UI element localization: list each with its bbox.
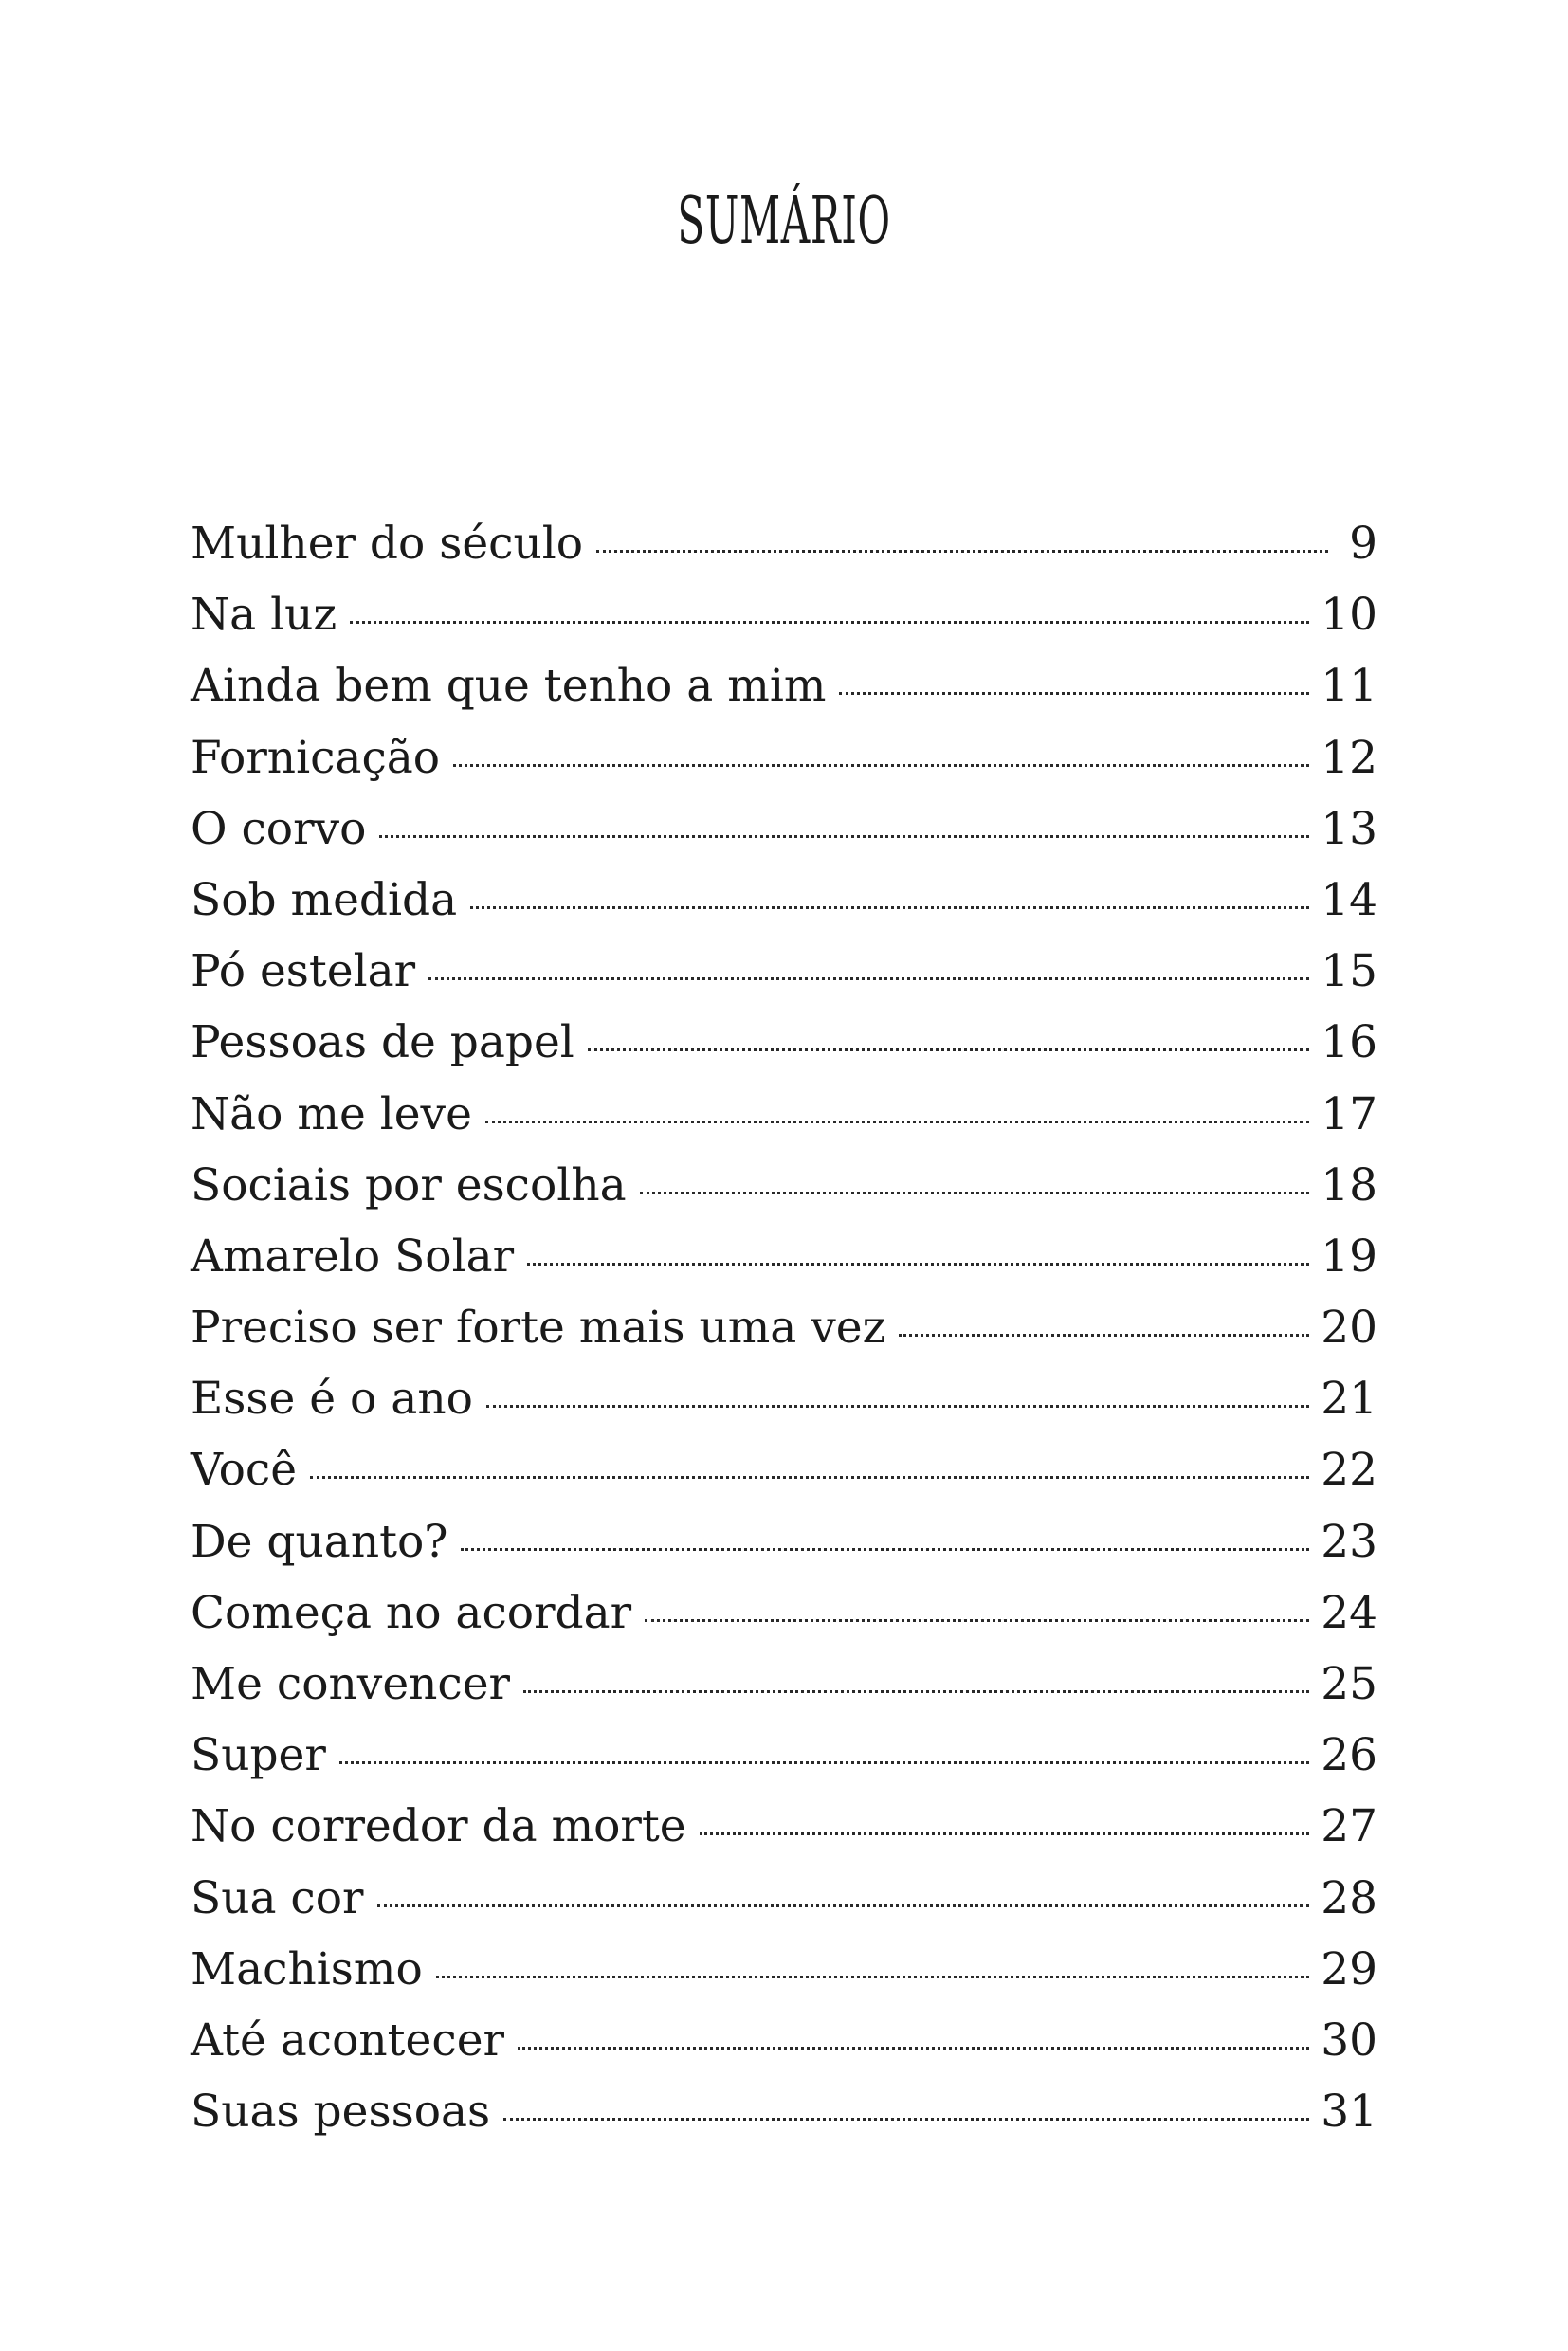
dot-leader (377, 1904, 1310, 1907)
toc-entry-title: Você (191, 1444, 298, 1497)
toc-entry-page-number: 30 (1321, 2014, 1377, 2067)
toc-entry-page-number: 25 (1321, 1658, 1377, 1710)
toc-entry-page-number: 23 (1321, 1515, 1377, 1568)
toc-entry (191, 793, 1377, 865)
dot-leader (503, 2118, 1309, 2121)
dot-leader (461, 1548, 1309, 1551)
toc-entry-page-number: 24 (1321, 1586, 1377, 1639)
toc-entry-title: No corredor da morte (191, 1800, 686, 1853)
toc-entry-page-number: 28 (1321, 1871, 1377, 1924)
toc-entry-page-number: 16 (1321, 1016, 1377, 1069)
toc-entry-page-number: 17 (1321, 1087, 1377, 1140)
toc-entry-page-number: 14 (1321, 873, 1377, 926)
toc-entry-page-number: 18 (1321, 1158, 1377, 1212)
toc-entry-title: Até acontecer (191, 2014, 504, 2067)
toc-entry (191, 1221, 1377, 1292)
toc-entry (191, 1434, 1377, 1505)
dot-leader (645, 1619, 1309, 1622)
dot-leader (486, 1405, 1309, 1408)
dot-leader (588, 1048, 1309, 1051)
page-title: SUMÁRIO (677, 184, 891, 259)
table-of-contents (191, 508, 1377, 2147)
toc-entry (191, 865, 1377, 936)
toc-entry-title: Sob medida (191, 873, 458, 926)
dot-leader (596, 550, 1328, 553)
toc-entry-title: Super (191, 1729, 326, 1782)
toc-entry-page-number: 20 (1321, 1302, 1377, 1355)
toc-entry-page-number: 27 (1321, 1800, 1377, 1853)
toc-entry (191, 1007, 1377, 1078)
toc-entry-title: Fornicação (191, 731, 441, 784)
toc-entry (191, 579, 1377, 650)
toc-entry-title: Mulher do século (191, 518, 584, 570)
toc-entry-title: O corvo (191, 802, 367, 855)
toc-entry-page-number: 12 (1321, 731, 1377, 784)
toc-entry (191, 1720, 1377, 1791)
toc-entry-page-number: 29 (1321, 1942, 1377, 1996)
toc-entry (191, 1649, 1377, 1720)
toc-entry (191, 1150, 1377, 1221)
dot-leader (379, 835, 1309, 838)
toc-entry-title: Na luz (191, 589, 337, 642)
dot-leader (428, 977, 1309, 980)
toc-entry (191, 1863, 1377, 1934)
dot-leader (839, 692, 1309, 695)
toc-entry (191, 650, 1377, 721)
toc-entry (191, 936, 1377, 1007)
toc-entry (191, 1791, 1377, 1862)
toc-entry-page-number: 31 (1321, 2086, 1377, 2139)
dot-leader (899, 1334, 1309, 1337)
toc-entry-title: Sociais por escolha (191, 1158, 627, 1212)
dot-leader (527, 1263, 1309, 1266)
toc-entry-title: Pessoas de papel (191, 1016, 574, 1069)
dot-leader (310, 1476, 1309, 1479)
toc-entry (191, 1506, 1377, 1577)
toc-entry-title: Amarelo Solar (191, 1230, 515, 1283)
toc-entry (191, 508, 1377, 579)
toc-entry-title: De quanto? (191, 1515, 448, 1568)
toc-entry-title: Sua cor (191, 1871, 364, 1924)
toc-entry (191, 1934, 1377, 2005)
toc-entry-title: Suas pessoas (191, 2086, 491, 2139)
toc-entry-page-number: 26 (1321, 1729, 1377, 1782)
toc-entry-page-number: 22 (1321, 1444, 1377, 1497)
dot-leader (339, 1761, 1309, 1764)
toc-entry-page-number: 13 (1321, 802, 1377, 855)
toc-entry-title: Pó estelar (191, 945, 416, 998)
toc-entry-title: Ainda bem que tenho a mim (191, 660, 827, 713)
toc-entry-title: Esse é o ano (191, 1373, 473, 1426)
toc-entry-title: Preciso ser forte mais uma vez (191, 1302, 886, 1355)
dot-leader (485, 1121, 1309, 1123)
toc-entry (191, 1292, 1377, 1363)
toc-entry-page-number: 10 (1321, 589, 1377, 642)
dot-leader (518, 2047, 1309, 2050)
toc-entry-page-number: 9 (1349, 518, 1377, 570)
dot-leader (436, 1976, 1309, 1978)
toc-entry-title: Machismo (191, 1942, 423, 1996)
toc-entry-page-number: 21 (1321, 1373, 1377, 1426)
toc-entry (191, 722, 1377, 793)
toc-entry (191, 1577, 1377, 1649)
toc-entry-page-number: 15 (1321, 945, 1377, 998)
toc-entry-title: Começa no acordar (191, 1586, 632, 1639)
toc-entry (191, 2076, 1377, 2147)
toc-entry (191, 2005, 1377, 2076)
toc-entry (191, 1079, 1377, 1150)
dot-leader (523, 1690, 1309, 1693)
toc-entry-title: Me convencer (191, 1658, 511, 1710)
dot-leader (470, 906, 1309, 909)
dot-leader (700, 1832, 1310, 1835)
toc-entry-title: Não me leve (191, 1087, 472, 1140)
toc-entry-page-number: 11 (1321, 660, 1377, 713)
dot-leader (453, 764, 1309, 767)
dot-leader (350, 621, 1309, 624)
dot-leader (640, 1192, 1310, 1194)
toc-entry-page-number: 19 (1321, 1230, 1377, 1283)
toc-entry (191, 1363, 1377, 1434)
